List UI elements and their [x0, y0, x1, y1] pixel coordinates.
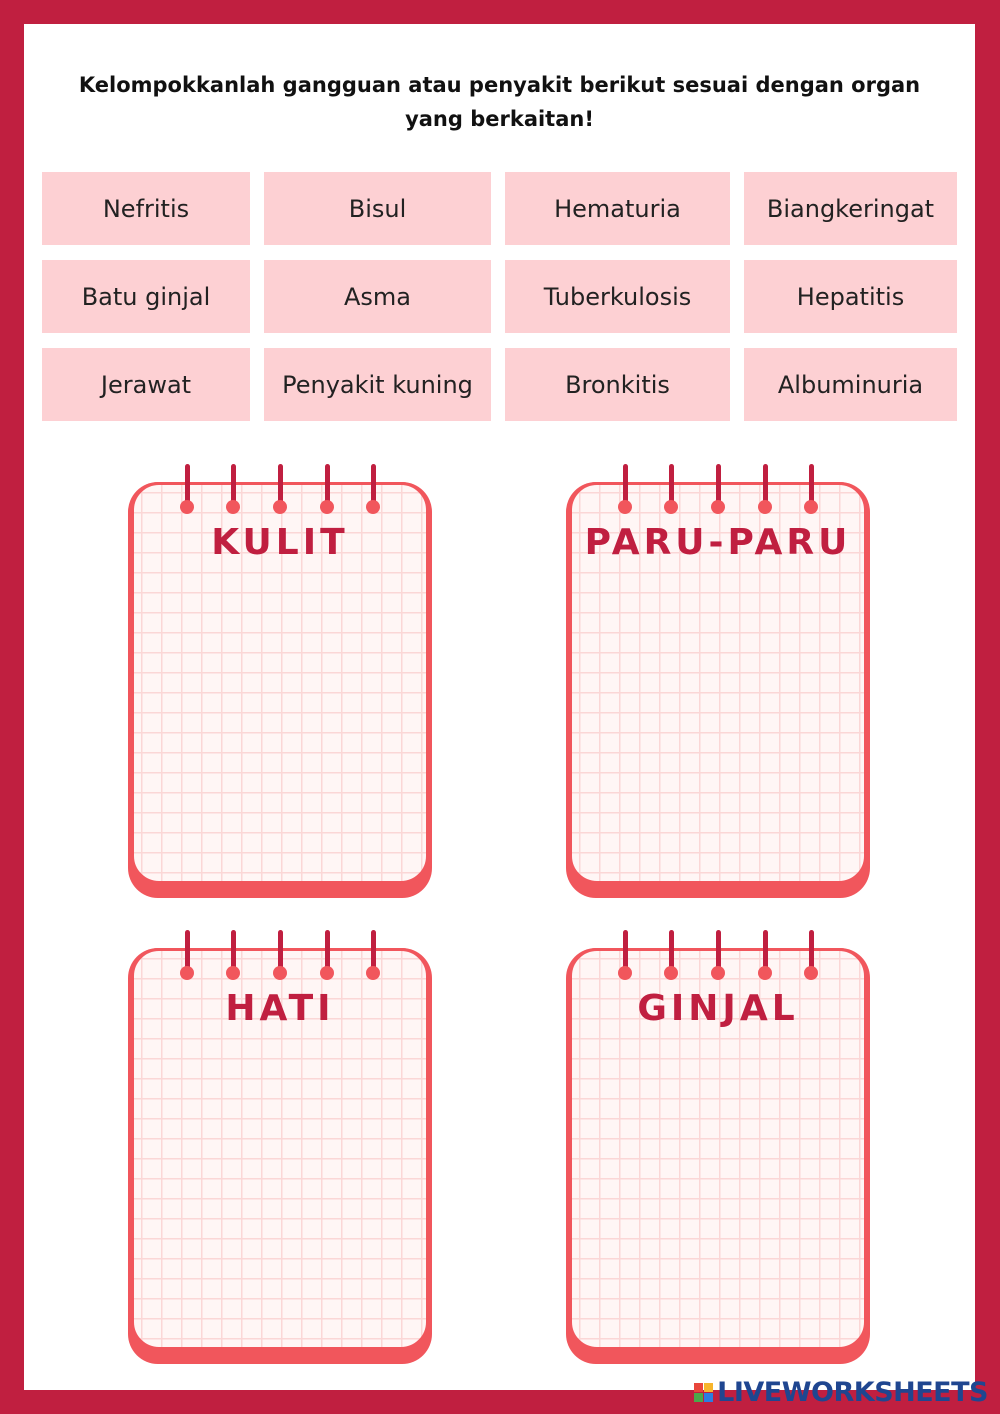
spiral-ring-icon	[320, 930, 334, 980]
spiral-ring-icon	[366, 464, 380, 514]
spiral-ring-icon	[711, 930, 725, 980]
spiral-ring-icon	[664, 464, 678, 514]
instruction-line-2: yang berkaitan!	[405, 107, 594, 131]
dropzone-kulit[interactable]	[148, 579, 412, 869]
notebook-paru-paru	[566, 464, 870, 898]
notebook-ginjal	[566, 930, 870, 1364]
spiral-ring-icon	[366, 930, 380, 980]
spiral-ring-icon	[226, 464, 240, 514]
spiral-ring-icon	[618, 930, 632, 980]
notebook-title-paru-paru: PARU-PARU	[584, 522, 852, 563]
spiral-ring-icon	[711, 464, 725, 514]
spiral-ring-icon	[804, 464, 818, 514]
liveworksheets-logo-icon	[694, 1383, 713, 1402]
chip-hematuria[interactable]: Hematuria	[505, 172, 730, 245]
spiral-ring-icon	[180, 930, 194, 980]
notebook-kulit	[128, 464, 432, 898]
spiral-ring-icon	[758, 930, 772, 980]
chip-bronkitis[interactable]: Bronkitis	[505, 348, 730, 421]
spiral-ring-icon	[618, 464, 632, 514]
notebook-title-hati: HATI	[225, 988, 335, 1029]
notebook-title-kulit: KULIT	[211, 522, 349, 563]
spiral-ring-icon	[226, 930, 240, 980]
spiral-ring-icon	[273, 464, 287, 514]
dropzone-ginjal[interactable]	[586, 1045, 850, 1335]
chip-biangkeringat[interactable]: Biangkeringat	[744, 172, 957, 245]
logo-square	[704, 1383, 713, 1392]
chip-tuberkulosis[interactable]: Tuberkulosis	[505, 260, 730, 333]
brand-text: LIVEWORKSHEETS	[717, 1377, 988, 1408]
chip-nefritis[interactable]: Nefritis	[42, 172, 250, 245]
instruction-line-1: Kelompokkanlah gangguan atau penyakit berikut sesuai dengan organ	[78, 73, 921, 97]
notebook-title-ginjal: GINJAL	[637, 988, 799, 1029]
spiral-ring-icon	[758, 464, 772, 514]
chip-batu-ginjal[interactable]: Batu ginjal	[42, 260, 250, 333]
chip-asma[interactable]: Asma	[264, 260, 491, 333]
chip-albuminuria[interactable]: Albuminuria	[744, 348, 957, 421]
chip-penyakit-kuning[interactable]: Penyakit kuning	[264, 348, 491, 421]
notebook-hati	[128, 930, 432, 1364]
chip-jerawat[interactable]: Jerawat	[42, 348, 250, 421]
chip-hepatitis[interactable]: Hepatitis	[744, 260, 957, 333]
spiral-ring-icon	[664, 930, 678, 980]
spiral-ring-icon	[273, 930, 287, 980]
instruction-text	[24, 68, 975, 136]
logo-square	[704, 1393, 713, 1402]
liveworksheets-brand[interactable]	[694, 1377, 988, 1408]
logo-square	[694, 1393, 703, 1402]
spiral-ring-icon	[804, 930, 818, 980]
chip-bisul[interactable]: Bisul	[264, 172, 491, 245]
dropzone-paru-paru[interactable]	[586, 579, 850, 869]
worksheet-page	[24, 24, 975, 1390]
logo-square	[694, 1383, 703, 1392]
dropzone-hati[interactable]	[148, 1045, 412, 1335]
spiral-ring-icon	[180, 464, 194, 514]
spiral-ring-icon	[320, 464, 334, 514]
